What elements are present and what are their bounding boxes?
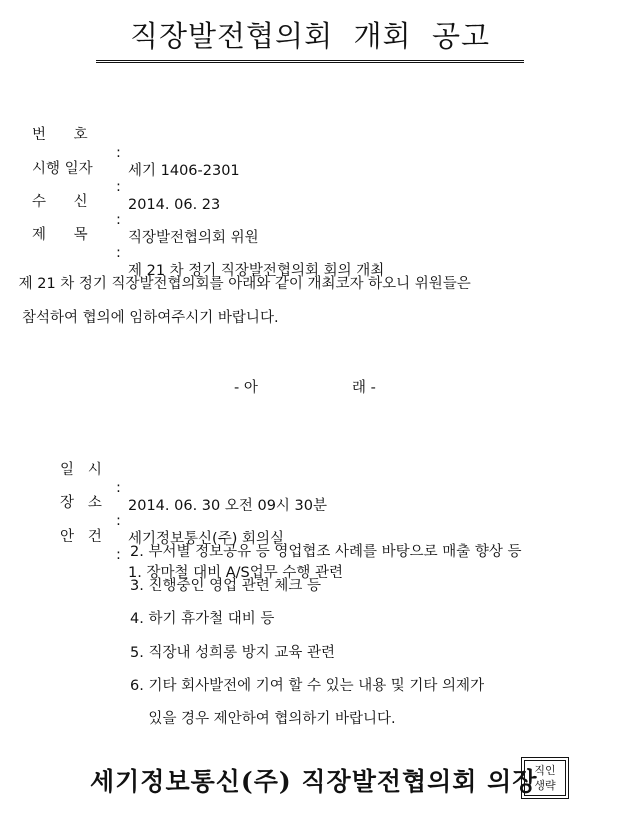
field-label: 번 호 (32, 127, 88, 143)
intro-line-2: 참석하여 협의에 임하여주시기 바랍니다. (22, 310, 279, 326)
field-colon: : (116, 145, 121, 161)
seal-line-2: 생략 (534, 779, 556, 792)
field-value: 직장발전협의회 위원 (128, 230, 259, 246)
seal-omitted-stamp (524, 760, 566, 796)
meeting-label: 안 건 (60, 529, 102, 545)
intro-line-1: 제 21 차 정기 직장발전협의회를 아래와 같이 개최코자 하오니 위원들은 (14, 276, 471, 292)
agenda-item: 6. 기타 회사발전에 기여 할 수 있는 내용 및 기타 의제가 (130, 678, 485, 694)
ahrae-right: 래 - (352, 380, 376, 396)
field-colon: : (116, 212, 121, 228)
field-value: 제 21 차 정기 직장발전협의회 회의 개최 (128, 263, 385, 279)
seal-line-1: 직인 (534, 764, 556, 777)
agenda-item: 3. 진행중인 영업 관련 체크 등 (130, 578, 321, 594)
meeting-value: 세기정보통신(주) 회의실 (128, 531, 284, 547)
field-colon: : (116, 179, 121, 195)
document-title (96, 16, 524, 63)
meeting-label: 장 소 (60, 495, 102, 511)
meeting-colon: : (116, 513, 121, 529)
meeting-colon: : (116, 480, 121, 496)
issuer-signature-line: 세기정보통신(주) 직장발전협의회 의장 (90, 767, 538, 796)
field-value: 세기 1406-2301 (128, 163, 240, 179)
meeting-colon: : (116, 547, 121, 563)
meeting-label: 일 시 (60, 462, 102, 478)
field-value: 2014. 06. 23 (128, 197, 221, 213)
field-label: 수 신 (32, 194, 88, 210)
field-colon: : (116, 245, 121, 261)
agenda-item: 5. 직장내 성희롱 방지 교육 관련 (130, 645, 335, 661)
field-label: 제 목 (32, 227, 88, 243)
agenda-item: 2. 부서별 정보공유 등 영업협조 사례를 바탕으로 매출 향상 등 (130, 544, 522, 560)
meeting-value: 2014. 06. 30 오전 09시 30분 (128, 498, 327, 514)
meeting-value: 1. 장마철 대비 A/S업무 수행 관련 (128, 565, 343, 581)
title-text: 직장발전협의회 개회 공고 (129, 19, 491, 53)
ahrae-left: - 아 (234, 380, 258, 396)
field-label: 시행 일자 (32, 161, 93, 177)
agenda-item: 있을 경우 제안하여 협의하기 바랍니다. (130, 711, 396, 727)
agenda-item: 4. 하기 휴가철 대비 등 (130, 611, 275, 627)
